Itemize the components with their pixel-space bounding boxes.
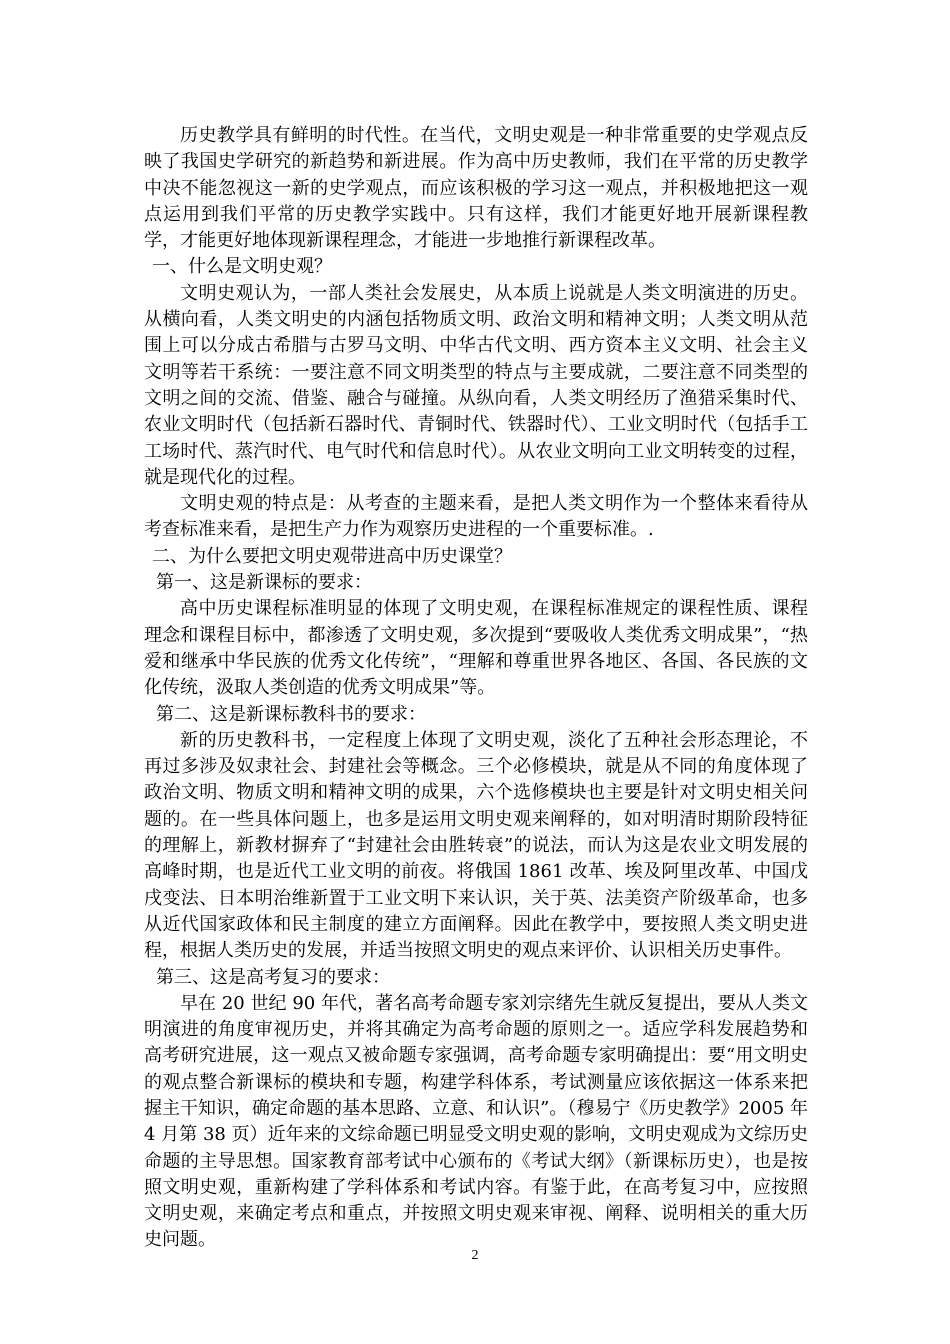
subheading-3: 第三、这是高考复习的要求： (156, 966, 390, 988)
section-heading-2: 二、为什么要把文明史观带进高中历史课堂？ (152, 545, 512, 567)
document-body (144, 123, 808, 1254)
body-paragraph: 高中历史课程标准明显的体现了文明史观，在课程标准规定的课程性质、课程理念和课程目标中，都渗透了文明史观，多次提到“要吸收人类优秀文明成果”，“热爱和继承中华民族的优秀文化传统”，“理解和尊重世界各地区、各国、各民族的文化传统，汲取人类创造的优秀文明成果”等。 (144, 598, 808, 699)
body-paragraph: 新的历史教科书，一定程度上体现了文明史观，淡化了五种社会形态理论，不再过多涉及奴隶社会、封建社会等概念。三个必修模块，就是从不同的角度体现了政治文明、物质文明和精神文明的成果，六个选修模块也主要是针对文明史相关问题的。在一些具体问题上，也多是运用文明史观来阐释的，如对明清时期阶段特征的理解上，新教材摒弃了“封建社会由胜转衰”的说法，而认为这是农业文明发展的高峰时期，也是近代工业文明的前夜。将俄国 1861 改革、埃及阿里改革、中国戊戌变法、日本明治维新置于工业文明下来认识，关于英、法美资产阶级革命，也多从近代国家政体和民主制度的建立方面阐释。因此在教学中，要按照人类文明史进程，根据人类历史的发展，并适当按照文明史的观点来评价、认识相关历史事件。 (144, 729, 808, 962)
subheading-1: 第一、这是新课标的要求： (156, 572, 372, 594)
body-paragraph: 文明史观的特点是：从考查的主题来看，是把人类文明作为一个整体来看待从考查标准来看，是把生产力作为观察历史进程的一个重要标准。. (144, 493, 808, 541)
section-heading-1: 一、什么是文明史观？ (152, 256, 332, 278)
subheading-2: 第二、这是新课标教科书的要求： (156, 703, 426, 725)
page-number: 2 (471, 1248, 479, 1263)
body-paragraph: 早在 20 世纪 90 年代，著名高考命题专家刘宗绪先生就反复提出，要从人类文明演进的角度审视历史，并将其确定为高考命题的原则之一。适应学科发展趋势和高考研究进展，这一观点又被命题专家强调，高考命题专家明确提出：要“用文明史的观点整合新课标的模块和专题，构建学科体系，考试测量应该依据这一体系来把握主干知识，确定命题的基本思路、立意、和认识”。（穆易宁《历史教学》2005 年 4 月第 38 页）近年来的文综命题已明显受文明史观的影响，文明史观成为文综历史命题的主导思想。国家教育部考试中心颁布的《考试大纲》（新课标历史），也是按照文明史观，重新构建了学科体系和考试内容。有鉴于此，在高考复习中，应按照文明史观，来确定考点和重点，并按照文明史观来审视、阐释、说明相关的重大历史问题。 (144, 992, 808, 1251)
intro-paragraph: 历史教学具有鲜明的时代性。在当代，文明史观是一种非常重要的史学观点反映了我国史学研究的新趋势和新进展。作为高中历史教师，我们在平常的历史教学中决不能忽视这一新的史学观点，而应该积极的学习这一观点，并积极地把这一观点运用到我们平常的历史教学实践中。只有这样，我们才能更好地开展新课程教学，才能更好地体现新课程理念，才能进一步地推行新课程改革。 (144, 125, 808, 252)
body-paragraph: 文明史观认为，一部人类社会发展史，从本质上说就是人类文明演进的历史。从横向看，人类文明史的内涵包括物质文明、政治文明和精神文明；人类文明从范围上可以分成古希腊与古罗马文明、中华古代文明、西方资本主义文明、社会主义文明等若干系统：一要注意不同文明类型的特点与主要成就，二要注意不同类型的文明之间的交流、借鉴、融合与碰撞。从纵向看，人类文明经历了渔猎采集时代、农业文明时代（包括新石器时代、青铜时代、铁器时代）、工业文明时代（包括手工工场时代、蒸汽时代、电气时代和信息时代）。从农业文明向工业文明转变的过程，就是现代化的过程。 (144, 282, 808, 488)
